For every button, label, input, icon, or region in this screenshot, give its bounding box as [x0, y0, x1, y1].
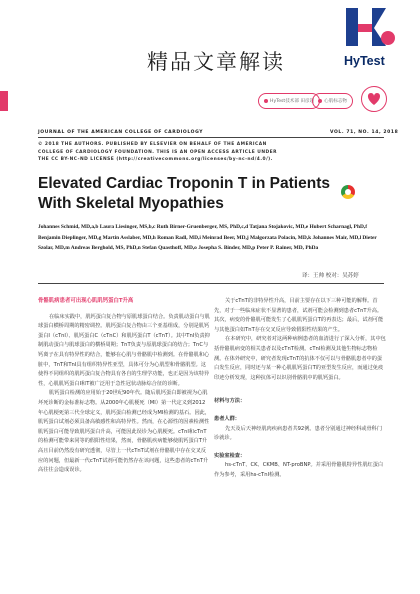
divider — [38, 137, 384, 138]
chip-right-label: 心肌标志物 — [324, 99, 347, 104]
accent-bar — [0, 91, 8, 111]
left-column — [38, 297, 210, 476]
chip-left-label: HyTest技术部 田彦超 — [270, 99, 315, 104]
logo-text: HyTest — [344, 54, 385, 68]
topic-chip — [312, 93, 353, 109]
body-paragraph: 肌钙蛋白检测的应用始于20世纪90年代。随后肌钙蛋白即被视为心肌坏死诊断的金标准标志物。从2000年心肌梗死（MI）第一代定义到2012年心肌梗死第三代全球定义，肌钙蛋白检测已经成为MI检测的基石。因此，肌钙蛋白试剂必须具备高敏感性和高特异性。然而，在心源性的因素检测性肌钙蛋白可能导致肌钙蛋白升高，可能因此误诊为心肌梗死。cTnI和cTnT的检测可能带来同等的假阳性结果，然而，骨骼肌疾病能够使肌钙蛋白T升高且目前仍然没有研究透彻，尽管上一代cTnT试剂在骨骼肌中存在交叉反应的问题，但最新一代cTnT试剂可能仍然存在该问题，这些患者的cTnT升高往往会造成误诊。 — [38, 390, 211, 474]
materials-heading: 材料与方法： — [214, 398, 246, 405]
patients-text: 先天及后天神经肌肉疾病患者共92例。患者分别通过神经科或骨科门诊就诊。 — [214, 425, 383, 442]
dot-icon — [318, 99, 322, 103]
license-line[interactable]: THE CC BY-NC-ND LICENSE (http://creativecommons.org/licenses/by-nc-nd/4.0/). — [38, 157, 273, 162]
journal-volume: VOL. 71, NO. 14, 2018 — [330, 130, 399, 135]
body-paragraph: 在临床实践中，肌钙蛋白复合物与原肌球蛋白结合。负责肌动蛋白与肌球蛋白横桥周期的精密调控。肌钙蛋白复合物由三个亚基组成，分别是肌钙蛋白I（cTnI）、肌钙蛋白C（cTnC）和肌钙蛋白T（cTnT）。其中TnI负责抑制肌动蛋白与肌球蛋白的横桥周期；TnT负责与原肌球蛋白的结合；TnC与钙离子在具有特异性的结合，能够在心肌与骨骼肌中检测到。在骨骼肌和心脏中，TnT和TnI具有组织特异性亚型，具体可分为心肌型和骨骼肌型。这使得不同组织的肌钙蛋白复合物具有各自的生理学功能，也正是因为该特异性，心肌肌钙蛋白I和T被广泛用于急性冠状动脉综合征的诊断。 — [38, 313, 210, 387]
crossmark-icon[interactable] — [341, 185, 355, 199]
body-paragraph: 关于cTnT的非特异性升高，目前主要存在以下三种可能的解释。首先，对于一些临床症状不显著的患者，试剂可能会检测到患者cTnT升高。其次，病变的骨骼肌可能发生了心肌肌钙蛋白T的再表达；最后，试剂可能与其他蛋白如TnT存在交叉反应导致假阳性结果的产生。 — [214, 298, 384, 333]
lab-heading: 实验室检查： — [214, 452, 246, 459]
divider — [38, 283, 384, 284]
author-chip — [258, 93, 320, 109]
article-title: Elevated Cardiac Troponin T in Patients With Skeletal Myopathies — [38, 175, 330, 212]
patients-heading: 患者人群： — [214, 415, 240, 422]
heart-icon — [361, 86, 387, 112]
lab-text: hs-cTnT、CK、CKMB、NT-proBNP。并采用骨骼肌特异性肌红蛋白作为参考，采用hs-cTnI检测。 — [214, 462, 384, 478]
license-notice — [38, 141, 338, 164]
section-heading: 骨骼肌病患者可出现心肌肌钙蛋白T升高 — [38, 298, 134, 304]
page-title: 精品文章解读 — [147, 50, 285, 74]
license-line: COLLEGE OF CARDIOLOGY FOUNDATION. THIS IS AN OPEN ACCESS ARTICLE UNDER — [38, 149, 278, 155]
license-line: © 2018 THE AUTHORS. PUBLISHED BY ELSEVIER ON BEHALF OF THE AMERICAN — [38, 142, 267, 147]
right-column — [214, 297, 386, 481]
dot-icon — [264, 99, 268, 103]
author-list: Johannes Schmid, MD,a,b Laura Liesinger, MS,b,c Ruth Birner-Gruenberger, MS, PhD,c,d Tatjana Stojakovic, MD,e Hubert Scharnagl, PhD,f Benjamin Dieplinger, MD,g Martin Asslaber, MD,h Roman Radl, MD,i Meinrad Beer, MD,j Malgorzata Polacin, MD,k Johannes Mair, MD,l Dieter Szolar, MD,m Andreas Berghold, MS, PhD,n Stefan Quasthoff, MD,o Josepha S. Binder, MD,p Peter P. Rainer, MD, PhDa — [38, 224, 377, 251]
translator-credit: 译：王帅 校对：吴苏婷 — [302, 273, 359, 279]
body-paragraph: 在本研究中，研究者对这两种病例患者的血清进行了深入分析，其中包括骨骼肌病变的相关患者以及cTnT检测。cTnI检测及其他生物标志物检测。在体外研究中，研究者发现cTnT的抗体不仅可以与骨骼肌患者中的蛋白发生反应，同时还与某一种心肌肌钙蛋白T的亚型发生反应，而通过免疫印迹分析发现，这种抗体可以识别骨骼肌中的肌钙蛋白。 — [214, 336, 386, 381]
journal-name: JOURNAL OF THE AMERICAN COLLEGE OF CARDIOLOGY — [38, 130, 204, 135]
